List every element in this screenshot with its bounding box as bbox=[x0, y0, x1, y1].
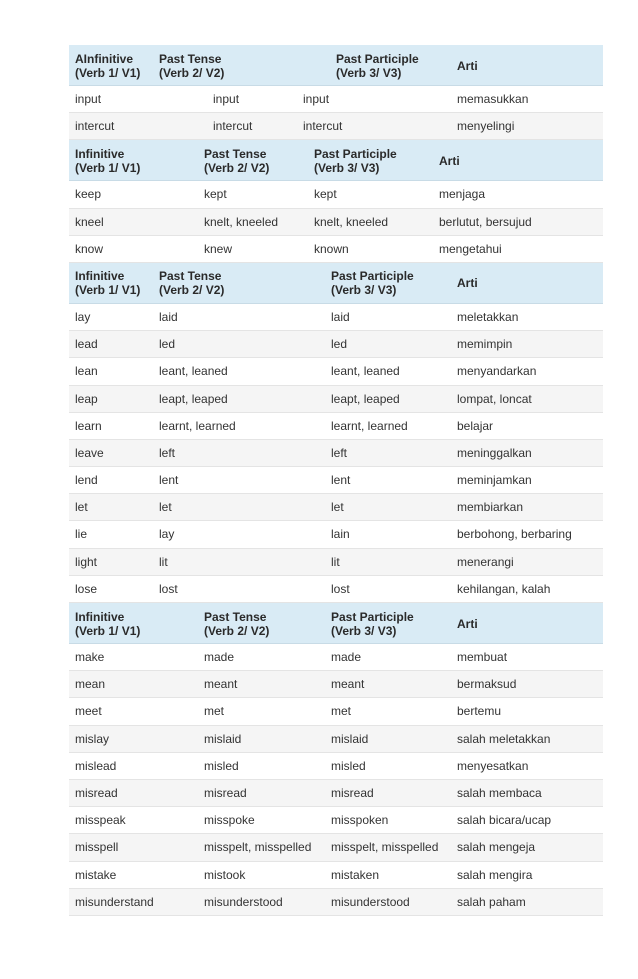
header-cell-past-tense: Past Tense (Verb 2/ V2) bbox=[204, 609, 270, 638]
header-cell-arti: Arti bbox=[457, 58, 478, 73]
cell-infinitive: make bbox=[75, 650, 105, 664]
cell-past-tense: misspelt, misspelled bbox=[204, 840, 312, 855]
cell-past-participle: mislaid bbox=[331, 731, 369, 746]
table-header-row bbox=[69, 140, 603, 181]
cell-past-tense: learnt, learned bbox=[159, 418, 236, 433]
cell-arti: berbohong, berbaring bbox=[457, 527, 572, 542]
cell-past-participle: leant, leaned bbox=[331, 364, 400, 379]
table-row bbox=[69, 521, 603, 548]
cell-past-tense: knelt, kneeled bbox=[204, 214, 279, 229]
cell-past-participle: let bbox=[331, 500, 344, 515]
header-cell-past-participle: Past Participle (Verb 3/ V3) bbox=[336, 51, 419, 80]
cell-infinitive: intercut bbox=[75, 119, 115, 134]
cell-infinitive: light bbox=[75, 554, 98, 569]
cell-past-tense: led bbox=[159, 337, 176, 352]
cell-infinitive: lie bbox=[75, 527, 88, 542]
table-row bbox=[69, 644, 603, 671]
cell-infinitive: keep bbox=[75, 187, 102, 202]
cell-past-participle: left bbox=[331, 445, 348, 460]
cell-past-participle: met bbox=[331, 704, 352, 719]
cell-past-participle: laid bbox=[331, 309, 350, 324]
cell-past-participle: known bbox=[314, 241, 349, 256]
cell-past-participle: intercut bbox=[303, 119, 343, 134]
cell-past-tense: leant, leaned bbox=[159, 364, 228, 379]
table-header-row bbox=[69, 45, 603, 86]
table-row bbox=[69, 549, 603, 576]
table-row bbox=[69, 889, 603, 916]
cell-past-tense: knew bbox=[204, 241, 233, 256]
cell-past-participle: meant bbox=[331, 677, 365, 692]
table-row bbox=[69, 331, 603, 358]
cell-past-tense: made bbox=[204, 650, 235, 664]
table-row bbox=[69, 576, 603, 603]
cell-past-tense: met bbox=[204, 704, 225, 719]
cell-arti: lompat, loncat bbox=[457, 391, 532, 406]
cell-past-participle: lent bbox=[331, 473, 351, 488]
cell-arti: belajar bbox=[457, 418, 494, 433]
cell-arti: memimpin bbox=[457, 337, 513, 352]
header-cell-arti: Arti bbox=[439, 153, 460, 168]
cell-past-participle: mistaken bbox=[331, 867, 380, 882]
cell-past-participle: learnt, learned bbox=[331, 418, 408, 433]
table-row bbox=[69, 467, 603, 494]
table-row bbox=[69, 780, 603, 807]
table-row bbox=[69, 834, 603, 861]
cell-arti: mengetahui bbox=[439, 241, 502, 256]
cell-infinitive: misspeak bbox=[75, 813, 126, 828]
cell-past-participle: misspelt, misspelled bbox=[331, 840, 439, 855]
table-row bbox=[69, 807, 603, 834]
cell-infinitive: misunderstand bbox=[75, 894, 154, 909]
table-row bbox=[69, 698, 603, 725]
cell-past-tense: let bbox=[159, 500, 172, 515]
cell-infinitive: lend bbox=[75, 473, 98, 488]
cell-arti: meletakkan bbox=[457, 309, 519, 324]
cell-infinitive: lead bbox=[75, 337, 98, 352]
cell-past-participle: misspoken bbox=[331, 813, 389, 828]
cell-past-tense: meant bbox=[204, 677, 238, 692]
header-cell-past-tense: Past Tense (Verb 2/ V2) bbox=[159, 269, 225, 298]
cell-infinitive: mistake bbox=[75, 867, 117, 882]
cell-infinitive: misspell bbox=[75, 840, 119, 855]
cell-infinitive: input bbox=[75, 92, 102, 106]
cell-arti: membuat bbox=[457, 650, 508, 664]
cell-infinitive: lay bbox=[75, 309, 91, 324]
cell-arti: kehilangan, kalah bbox=[457, 581, 551, 596]
cell-past-tense: mislaid bbox=[204, 731, 242, 746]
header-cell-infinitive: Infinitive (Verb 1/ V1) bbox=[75, 609, 141, 638]
cell-arti: bermaksud bbox=[457, 677, 517, 692]
cell-arti: menyandarkan bbox=[457, 364, 537, 379]
cell-infinitive: mislay bbox=[75, 731, 110, 746]
cell-past-participle: misread bbox=[331, 785, 374, 800]
cell-arti: salah mengira bbox=[457, 867, 533, 882]
header-cell-past-tense: Past Tense (Verb 2/ V2) bbox=[204, 146, 270, 175]
header-cell-past-participle: Past Participle (Verb 3/ V3) bbox=[331, 269, 414, 298]
table-row bbox=[69, 181, 603, 208]
table-row bbox=[69, 440, 603, 467]
cell-arti: berlutut, bersujud bbox=[439, 214, 532, 229]
cell-arti: membiarkan bbox=[457, 500, 524, 515]
table-row bbox=[69, 753, 603, 780]
table-row bbox=[69, 386, 603, 413]
cell-past-participle: lain bbox=[331, 527, 350, 542]
cell-arti: bertemu bbox=[457, 704, 502, 719]
header-cell-infinitive: Infinitive (Verb 1/ V1) bbox=[75, 269, 141, 298]
header-cell-past-participle: Past Participle (Verb 3/ V3) bbox=[331, 609, 414, 638]
cell-arti: menyesatkan bbox=[457, 758, 529, 773]
cell-arti: meninggalkan bbox=[457, 445, 532, 460]
cell-arti: menjaga bbox=[439, 187, 486, 202]
header-cell-infinitive: AInfinitive (Verb 1/ V1) bbox=[75, 51, 141, 80]
cell-arti: salah bicara/ucap bbox=[457, 813, 552, 828]
table-row bbox=[69, 209, 603, 236]
header-cell-arti: Arti bbox=[457, 616, 478, 631]
cell-past-participle: leapt, leaped bbox=[331, 391, 400, 406]
cell-infinitive: leave bbox=[75, 445, 104, 460]
table-row bbox=[69, 494, 603, 521]
cell-infinitive: mislead bbox=[75, 758, 117, 773]
cell-past-participle: lost bbox=[331, 581, 350, 596]
cell-infinitive: learn bbox=[75, 418, 102, 433]
cell-past-participle: misunderstood bbox=[331, 894, 410, 909]
cell-past-tense: mistook bbox=[204, 867, 246, 882]
table-row bbox=[69, 671, 603, 698]
cell-arti: menyelingi bbox=[457, 119, 515, 134]
cell-past-tense: misspoke bbox=[204, 813, 255, 828]
cell-arti: salah paham bbox=[457, 894, 526, 909]
cell-infinitive: let bbox=[75, 500, 88, 515]
cell-infinitive: mean bbox=[75, 677, 106, 692]
table-row bbox=[69, 726, 603, 753]
header-cell-infinitive: Infinitive (Verb 1/ V1) bbox=[75, 146, 141, 175]
cell-past-participle: kept bbox=[314, 187, 337, 202]
cell-arti: salah meletakkan bbox=[457, 731, 551, 746]
cell-past-participle: lit bbox=[331, 554, 340, 569]
cell-past-tense: input bbox=[213, 92, 240, 106]
cell-past-tense: misread bbox=[204, 785, 247, 800]
cell-infinitive: kneel bbox=[75, 214, 104, 229]
cell-arti: memasukkan bbox=[457, 92, 529, 106]
cell-past-tense: lent bbox=[159, 473, 179, 488]
cell-infinitive: meet bbox=[75, 704, 102, 719]
table-row bbox=[69, 86, 603, 113]
table-row bbox=[69, 413, 603, 440]
cell-past-participle: made bbox=[331, 650, 362, 664]
cell-infinitive: know bbox=[75, 241, 104, 256]
cell-past-tense: laid bbox=[159, 309, 178, 324]
cell-past-participle: led bbox=[331, 337, 348, 352]
cell-past-tense: misunderstood bbox=[204, 894, 283, 909]
header-cell-past-participle: Past Participle (Verb 3/ V3) bbox=[314, 146, 397, 175]
table-row bbox=[69, 236, 603, 263]
cell-past-tense: lit bbox=[159, 554, 168, 569]
table-row bbox=[69, 358, 603, 385]
verb-table bbox=[69, 45, 603, 916]
header-cell-past-tense: Past Tense (Verb 2/ V2) bbox=[159, 51, 225, 80]
cell-past-participle: misled bbox=[331, 758, 366, 773]
cell-past-tense: kept bbox=[204, 187, 227, 202]
cell-past-tense: lay bbox=[159, 527, 175, 542]
cell-infinitive: lean bbox=[75, 364, 98, 379]
cell-arti: salah membaca bbox=[457, 785, 542, 800]
cell-past-tense: misled bbox=[204, 758, 239, 773]
table-header-row bbox=[69, 263, 603, 304]
cell-arti: salah mengeja bbox=[457, 840, 536, 855]
table-row bbox=[69, 113, 603, 140]
cell-infinitive: misread bbox=[75, 785, 118, 800]
cell-arti: menerangi bbox=[457, 554, 514, 569]
cell-past-tense: intercut bbox=[213, 119, 253, 134]
header-cell-arti: Arti bbox=[457, 276, 478, 291]
cell-infinitive: lose bbox=[75, 581, 98, 596]
table-row bbox=[69, 862, 603, 889]
cell-infinitive: leap bbox=[75, 391, 98, 406]
table-row bbox=[69, 304, 603, 331]
cell-past-tense: lost bbox=[159, 581, 178, 596]
cell-past-tense: left bbox=[159, 445, 176, 460]
table-header-row bbox=[69, 603, 603, 644]
cell-past-tense: leapt, leaped bbox=[159, 391, 228, 406]
cell-arti: meminjamkan bbox=[457, 473, 532, 488]
cell-past-participle: input bbox=[303, 92, 330, 106]
cell-past-participle: knelt, kneeled bbox=[314, 214, 389, 229]
